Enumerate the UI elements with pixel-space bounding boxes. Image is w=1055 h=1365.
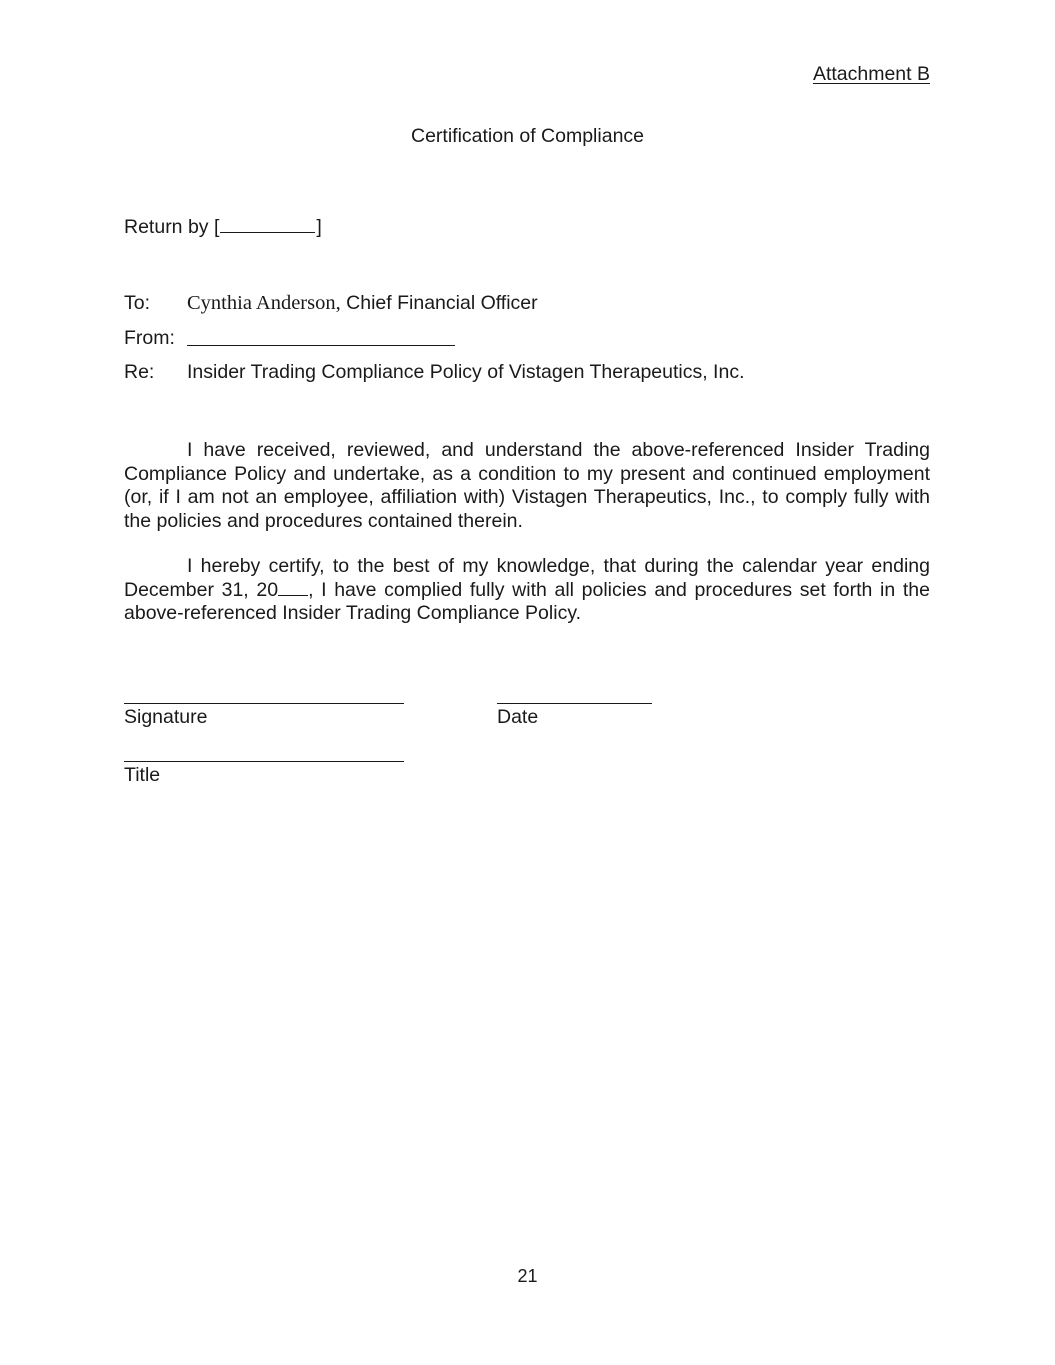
return-by-line (124, 214, 322, 239)
paragraph-certification (124, 555, 930, 626)
title-line[interactable] (124, 761, 404, 762)
to-value (187, 292, 538, 315)
certification-text-start: I hereby certify, to the best of my knowledge, that during the calendar year ending December 31, 20 (124, 555, 930, 601)
to-label: To: (124, 292, 151, 314)
re-label: Re: (124, 361, 155, 383)
to-title: Chief Financial Officer (346, 292, 538, 314)
open-bracket: [ (213, 216, 220, 238)
attachment-label: Attachment B (812, 63, 930, 85)
re-value: Insider Trading Compliance Policy of Vistagen Therapeutics, Inc. (187, 361, 745, 383)
close-bracket: ] (316, 216, 322, 238)
date-label: Date (497, 706, 539, 728)
from-label: From: (124, 327, 175, 349)
document-title: Certification of Compliance (410, 125, 645, 147)
paragraph-acknowledgement: I have received, reviewed, and understand the above-referenced Insider Trading Compliance Policy and undertake, as a condition to my present and continued employment (or, if I am not an employee, affiliation with) Vistagen Therapeutics, Inc., to comply fully with the policies and procedures contained therein. (124, 439, 930, 532)
certification-text-end: , I have complied fully with all policies and procedures set forth in the above-referenced Insider Trading Compliance Policy. (124, 578, 930, 624)
from-blank-line[interactable] (187, 327, 455, 346)
signature-label: Signature (124, 706, 208, 728)
date-line[interactable] (497, 703, 652, 704)
signature-line[interactable] (124, 703, 404, 704)
return-by-label: Return by (124, 216, 209, 238)
year-blank[interactable] (278, 579, 308, 596)
title-label: Title (124, 764, 161, 786)
return-by-blank[interactable] (220, 214, 315, 233)
to-name: Cynthia Anderson, (187, 292, 341, 314)
from-field[interactable] (187, 327, 455, 352)
page-number: 21 (517, 1266, 538, 1286)
